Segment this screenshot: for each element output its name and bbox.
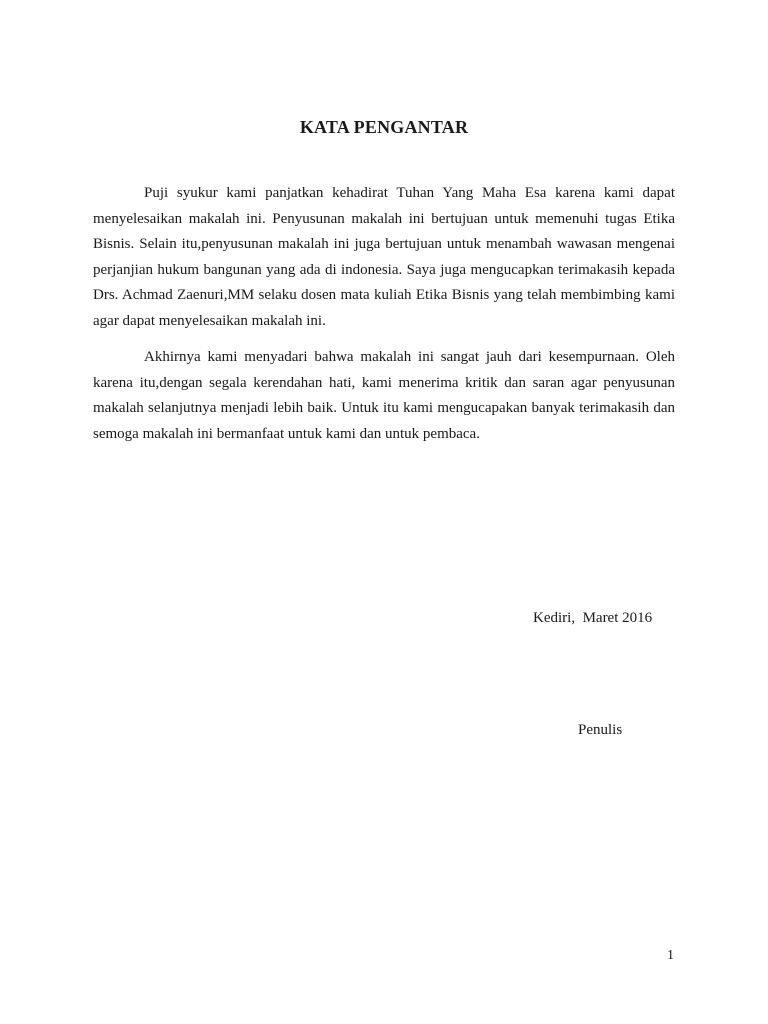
paragraph-1 [93, 181, 675, 334]
paragraph-1-text: Puji syukur kami panjatkan kehadirat Tuhan Yang Maha Esa karena kami dapat menyelesaikan makalah ini. Penyusunan makalah ini bertujuan untuk memenuhi tugas Etika Bisnis. Selain itu,penyusunan makalah ini juga bertujuan untuk menambah wawasan mengenai perjanjian hukum bangunan yang ada di indonesia. Saya juga mengucapkan terimakasih kepada Drs. Achmad Zaenuri,MM selaku dosen mata kuliah Etika Bisnis yang telah membimbing kami agar dapat menyelesaikan makalah ini. [93, 185, 675, 329]
paragraph-2-text: Akhirnya kami menyadari bahwa makalah ini sangat jauh dari kesempurnaan. Oleh karena itu,dengan segala kerendahan hati, kami menerima kritik dan saran agar penyusunan makalah selanjutnya menjadi lebih baik. Untuk itu kami mengucapakan banyak terimakasih dan semoga makalah ini bermanfaat untuk kami dan untuk pembaca. [93, 349, 675, 442]
page-number: 1 [667, 948, 674, 963]
paragraph-2 [93, 345, 675, 447]
place-date: Kediri, Maret 2016 [533, 610, 653, 626]
author-signature: Penulis [578, 722, 623, 738]
page-title: KATA PENGANTAR [299, 117, 469, 137]
